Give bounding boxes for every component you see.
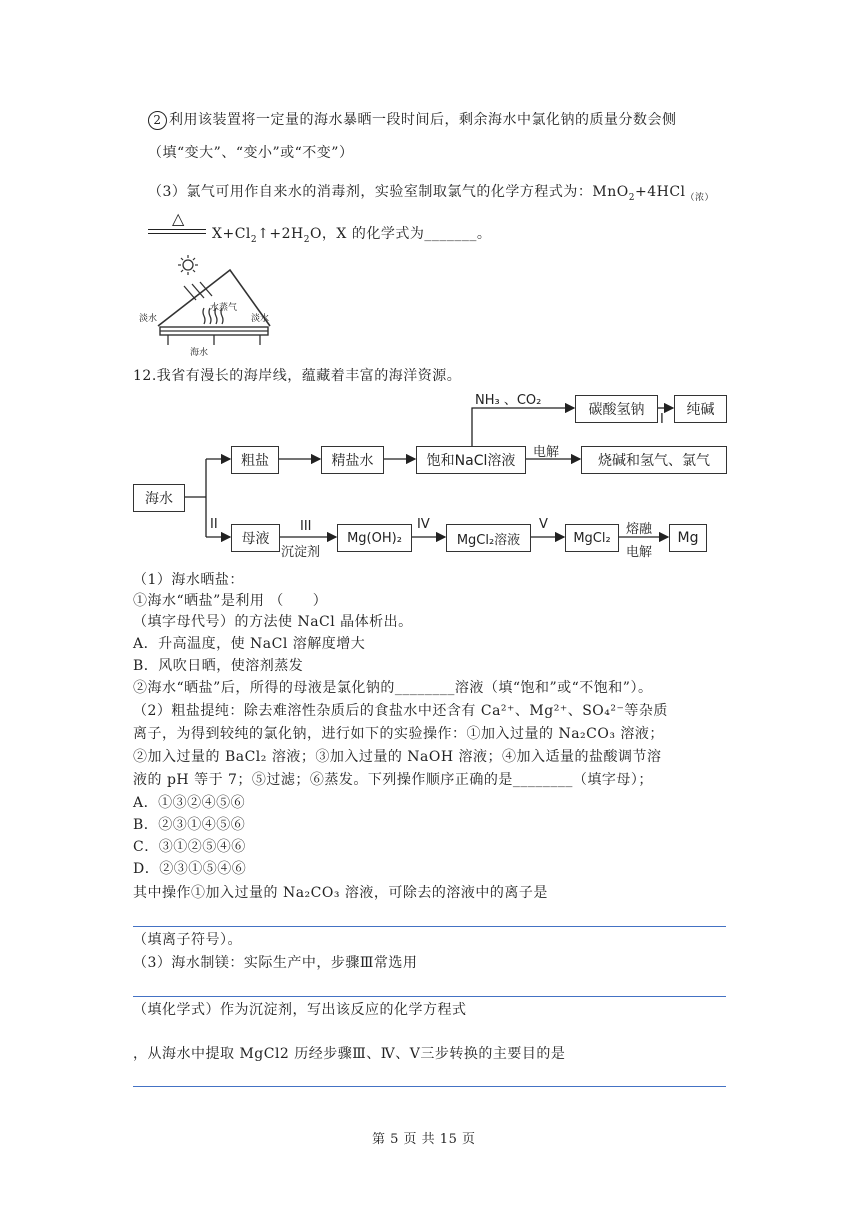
q12-s1-q1b: （填字母代号）的方法使 NaCl 晶体析出。	[133, 614, 413, 630]
flow-box-saturated-nacl: 饱和NaCl溶液	[416, 446, 526, 474]
flow-box-mgcl2: MgCl₂	[565, 524, 619, 552]
q11-part3-text2: +4HCl	[634, 184, 686, 200]
q12-s3-title: （3）海水制镁：实际生产中，步骤Ⅲ常选用	[133, 955, 418, 971]
flow-label-electrolysis: 电解	[533, 445, 560, 460]
q12-s2-line4: 液的 pH 等于 7；⑤过滤；⑥蒸发。下列操作顺序正确的是________（填字母）；	[133, 772, 653, 788]
q12-s3-purpose: ，从海水中提取 MgCl2 历经步骤Ⅲ、Ⅳ、Ⅴ三步转换的主要目的是	[133, 1046, 566, 1062]
q12-s2-line1: （2）粗盐提纯：除去难溶性杂质后的食盐水中还含有 Ca²⁺、Mg²⁺、SO₄²⁻等杂质	[133, 703, 668, 719]
fresh-water-right-label: 淡水	[251, 314, 270, 324]
q12-s2-option-b: B．②③①④⑤⑥	[133, 817, 246, 833]
q12-s2-ion-fill: （填离子符号）。	[133, 932, 242, 948]
q12-s1-option-b: B．风吹日晒，使溶剂蒸发	[133, 658, 304, 674]
answer-line	[133, 996, 726, 997]
q12-s2-option-d: D．②③①⑤④⑥	[133, 861, 247, 877]
flow-box-caustic-soda: 烧碱和氢气、氯气	[581, 446, 727, 474]
flow-box-mother-liquor: 母液	[231, 524, 280, 552]
q12-s2-line3: ②加入过量的 BaCl₂ 溶液；③加入过量的 NaOH 溶液；④加入适量的盐酸调节溶	[133, 749, 662, 765]
answer-line	[133, 926, 726, 927]
flow-box-mgcl2-solution: MgCl₂溶液	[446, 524, 531, 552]
q12-intro: 12.我省有漫长的海岸线，蕴藏着丰富的海洋资源。	[133, 368, 462, 384]
concentrated-note: （浓）	[685, 192, 715, 203]
q12-s2-line2: 离子，为得到较纯的氯化钠，进行如下的实验操作：①加入过量的 Na₂CO₃ 溶液；	[133, 726, 664, 742]
fresh-water-left-label: 淡水	[139, 314, 158, 324]
q11-part3-text: （3）氯气可用作自来水的消毒剂，实验室制取氯气的化学方程式为：MnO	[148, 184, 629, 200]
flow-label-precipitant: 沉淀剂	[281, 545, 321, 560]
answer-line	[133, 1086, 726, 1087]
circled-number: 2	[148, 111, 167, 130]
eq-text: ↑+2H	[257, 226, 304, 242]
flow-box-crude-salt: 粗盐	[231, 446, 279, 474]
subscript: 2	[250, 234, 258, 245]
q11-part2-fill: （填“变大”、“变小”或“不变”）	[148, 145, 354, 161]
eq-text: X+Cl	[212, 226, 251, 242]
flow-box-soda-ash: 纯碱	[674, 395, 727, 423]
flow-label-molten: 熔融	[626, 522, 653, 537]
q12-s2-option-c: C．③①②⑤④⑥	[133, 839, 246, 855]
q12-s1-option-a: A．升高温度，使 NaCl 溶解度增大	[133, 636, 366, 652]
flow-label-electrolysis-2: 电解	[626, 545, 653, 560]
q12-s2-option-a: A．①③②④⑤⑥	[133, 795, 246, 811]
q11-part2-text: 利用该装置将一定量的海水暴晒一段时间后，剩余海水中氯化钠的质量分数会侧	[169, 112, 677, 128]
q12-s1-title: （1）海水晒盐：	[133, 572, 244, 588]
subscript: 2	[628, 192, 635, 203]
eq-text: O，X 的化学式为_______。	[309, 226, 492, 242]
vapor-label: 水蒸气	[210, 303, 238, 313]
seawater-label: 海水	[190, 348, 209, 358]
q12-s3-fill: （填化学式）作为沉淀剂，写出该反应的化学方程式	[133, 1002, 467, 1018]
flow-label-step-III: III	[300, 519, 312, 534]
flow-label-step-V: V	[539, 517, 548, 532]
page-footer: 第 5 页 共 15 页	[372, 1132, 476, 1147]
flow-label-step-II: II	[210, 517, 218, 532]
q12-s1-q2: ②海水“晒盐”后，所得的母液是氯化钠的________溶液（填“饱和”或“不饱和”）。	[133, 680, 653, 696]
flow-box-refined-brine: 精盐水	[321, 446, 384, 474]
q12-s2-ion-question: 其中操作①加入过量的 Na₂CO₃ 溶液，可除去的溶液中的离子是	[133, 885, 548, 901]
flow-label-nh3-co2: NH₃ 、CO₂	[475, 393, 542, 408]
flow-label-step-IV: IV	[417, 517, 430, 532]
flow-label-step-I: I	[660, 412, 664, 427]
q12-s1-q1: ①海水“晒盐”是利用 （ ）	[133, 593, 328, 609]
subscript: 2	[303, 234, 310, 245]
heating-symbol: △	[172, 209, 185, 228]
flow-box-magnesium: Mg	[669, 524, 707, 552]
flow-box-mg-hydroxide: Mg(OH)₂	[337, 524, 412, 552]
flow-box-seawater: 海水	[133, 484, 185, 512]
flow-box-sodium-bicarbonate: 碳酸氢钠	[575, 395, 658, 423]
